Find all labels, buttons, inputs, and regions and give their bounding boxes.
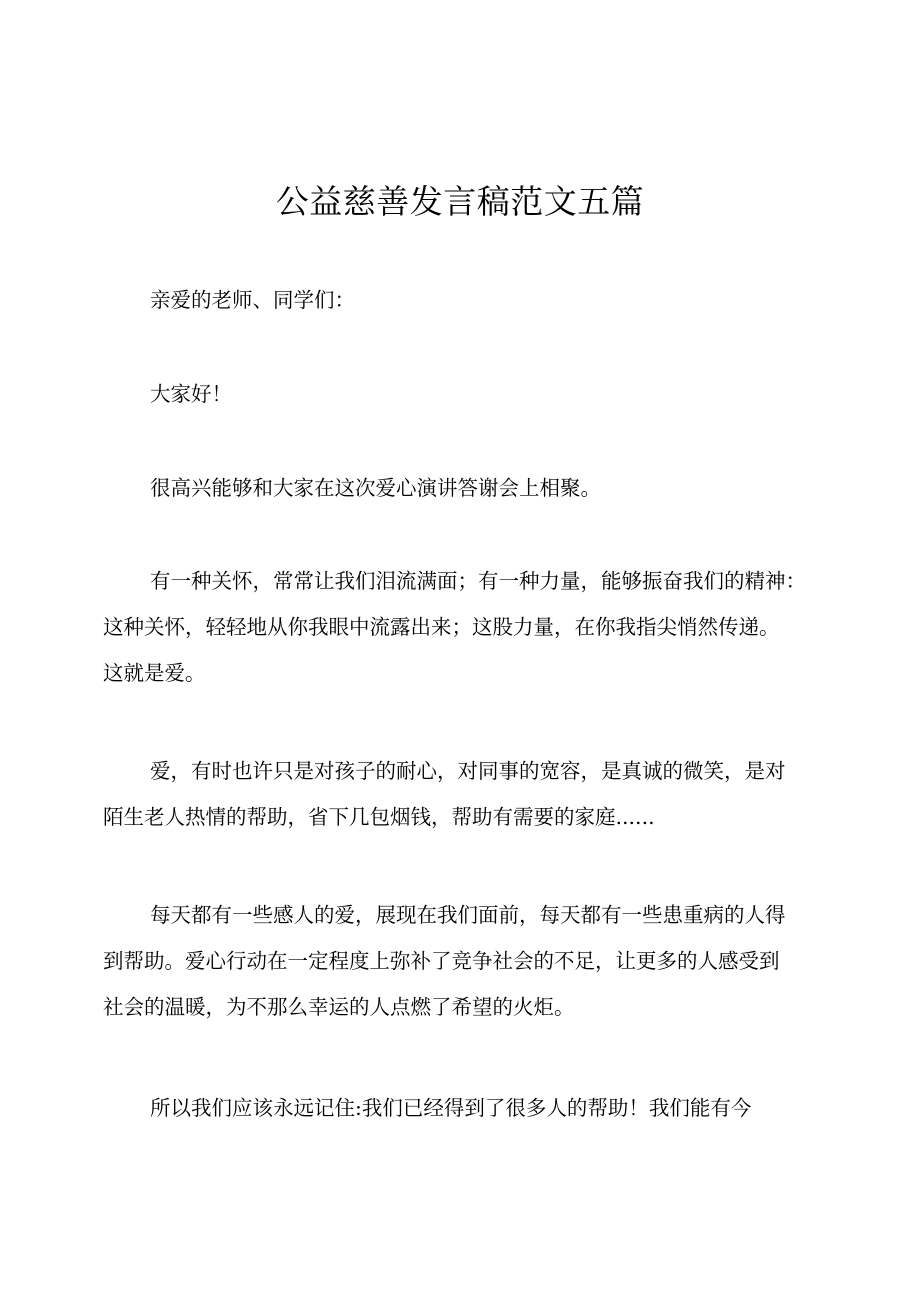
paragraph-line: 爱，有时也许只是对孩子的耐心，对同事的宽容，是真诚的微笑，是对 bbox=[150, 759, 786, 783]
paragraph-daily-love bbox=[103, 892, 818, 1030]
paragraph-welcome bbox=[103, 465, 818, 511]
paragraph-line: 亲爱的老师、同学们： bbox=[150, 288, 355, 312]
paragraph-line: 大家好！ bbox=[150, 382, 232, 406]
paragraph-line: 到帮助。爱心行动在一定程度上弥补了竞争社会的不足，让更多的人感受到 bbox=[103, 949, 780, 973]
paragraph-line: 这种关怀，轻轻地从你我眼中流露出来；这股力量，在你我指尖悄然传递。 bbox=[103, 615, 780, 639]
paragraph-line: 这就是爱。 bbox=[103, 661, 206, 685]
paragraph-care-power bbox=[103, 558, 818, 696]
document-title: 公益慈善发言稿范文五篇 bbox=[275, 182, 645, 221]
paragraph-line: 有一种关怀，常常让我们泪流满面；有一种力量，能够振奋我们的精神： bbox=[150, 569, 806, 593]
paragraph-line: 社会的温暖，为不那么幸运的人点燃了希望的火炬。 bbox=[103, 995, 575, 1019]
paragraph-love-examples bbox=[103, 748, 818, 840]
paragraph-hello bbox=[103, 371, 818, 417]
paragraph-remember bbox=[103, 1085, 818, 1131]
paragraph-line: 陌生老人热情的帮助，省下几包烟钱，帮助有需要的家庭...... bbox=[103, 805, 655, 829]
paragraph-line: 每天都有一些感人的爱，展现在我们面前，每天都有一些患重病的人得 bbox=[150, 903, 786, 927]
paragraph-line: 所以我们应该永远记住:我们已经得到了很多人的帮助！我们能有今 bbox=[150, 1096, 752, 1120]
paragraph-line: 很高兴能够和大家在这次爱心演讲答谢会上相聚。 bbox=[150, 476, 601, 500]
paragraph-greeting bbox=[103, 277, 818, 323]
